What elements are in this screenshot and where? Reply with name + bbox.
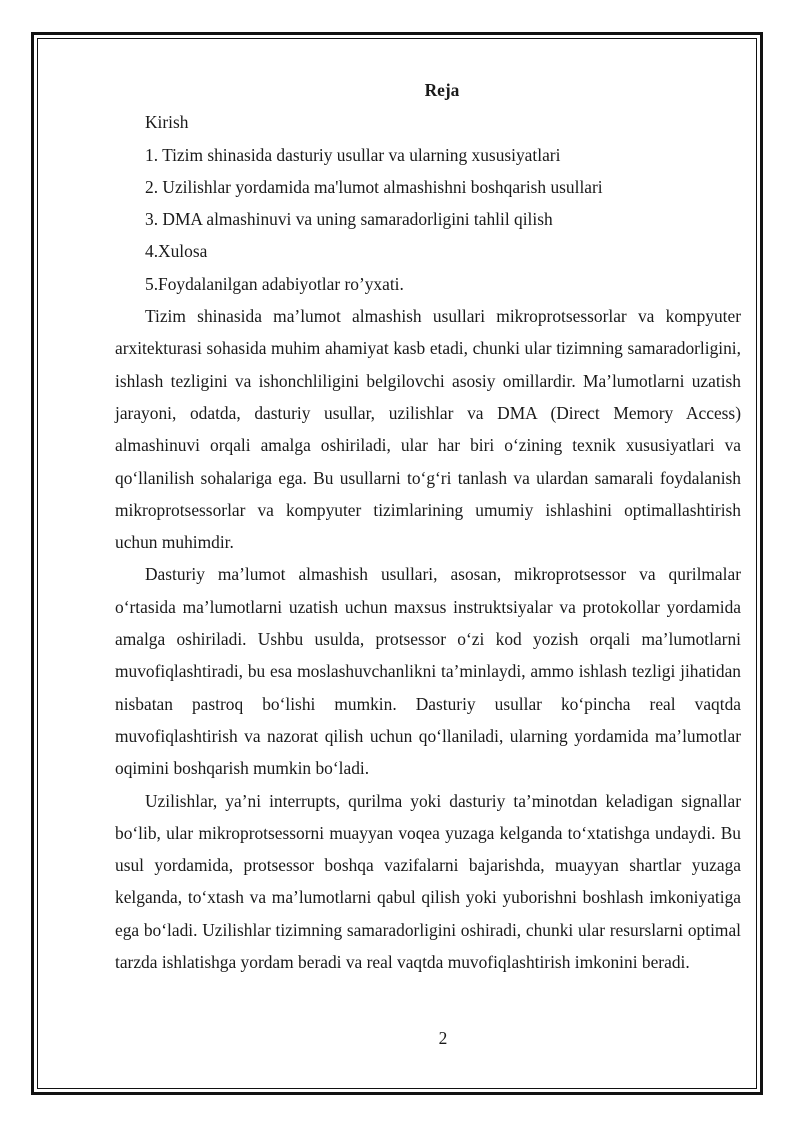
table-of-contents (115, 106, 741, 300)
page-content (115, 74, 741, 978)
body-paragraph-1: Tizim shinasida ma’lumot almashish usullari mikroprotsessorlar va kompyuter arxitekturasi sohasida muhim ahamiyat kasb etadi, chunki ular tizimning samaradorligini, ishlash tezligini va ishonchliligini belgilovchi asosiy omillardir. Ma’lumotlarni uzatish jarayoni, odatda, dasturiy usullar, uzilishlar va DMA (Direct Memory Access) almashinuvi orqali amalga oshiriladi, ular har biri o‘zining texnik xususiyatlari va qo‘llanilish sohalariga ega. Bu usullarni to‘g‘ri tanlash va ulardan samarali foydalanish mikroprotsessorlar va kompyuter tizimlarining umumiy ishlashini optimallashtirish uchun muhimdir. (115, 306, 741, 553)
body-paragraph-2: Dasturiy ma’lumot almashish usullari, asosan, mikroprotsessor va qurilmalar o‘rtasida ma’lumotlarni uzatish uchun maxsus instruktsiyalar va protokollar yordamida amalga oshiriladi. Ushbu usulda, protsessor o‘zi kod yozish orqali ma’lumotlarni muvofiqlashtiradi, bu esa moslashuvchanlikni ta’minlaydi, ammo ishlash tezligi jihatidan nisbatan pastroq bo‘lishi mumkin. Dasturiy usullar ko‘pincha real vaqtda muvofiqlashtirish va nazorat qilish uchun qo‘llaniladi, ularning yordamida ma’lumotlar oqimini boshqarish mumkin bo‘ladi. (115, 564, 741, 779)
body-paragraph-3: Uzilishlar, ya’ni interrupts, qurilma yoki dasturiy ta’minotdan keladigan signallar bo‘lib, ular mikroprotsessorni muayyan voqea yuzaga kelganda to‘xtatishga undaydi. Bu usul yordamida, protsessor boshqa vazifalarni bajarishda, muayyan shartlar yuzaga kelganda, to‘xtash va ma’lumotlarni qabul qilish yoki yuborishni boshlash imkoniyatiga ega bo‘ladi. Uzilishlar tizimning samaradorligini oshiradi, chunki ular resurslarni optimal tarzda ishlatishga yordam beradi va real vaqtda muvofiqlashtirish imkonini beradi. (115, 790, 741, 973)
document-title: Reja (424, 80, 460, 100)
toc-item-2: 2. Uzilishlar yordamida ma'lumot almashishni boshqarish usullari (145, 176, 603, 197)
toc-item-intro: Kirish (145, 112, 189, 133)
toc-item-1: 1. Tizim shinasida dasturiy usullar va ularning xususiyatlari (145, 144, 561, 165)
page-number: 2 (438, 1028, 448, 1048)
toc-item-5: 5.Foydalanilgan adabiyotlar ro’yxati. (145, 273, 404, 294)
toc-item-3: 3. DMA almashinuvi va uning samaradorligini tahlil qilish (145, 209, 553, 230)
toc-item-4: 4.Xulosa (145, 241, 208, 262)
